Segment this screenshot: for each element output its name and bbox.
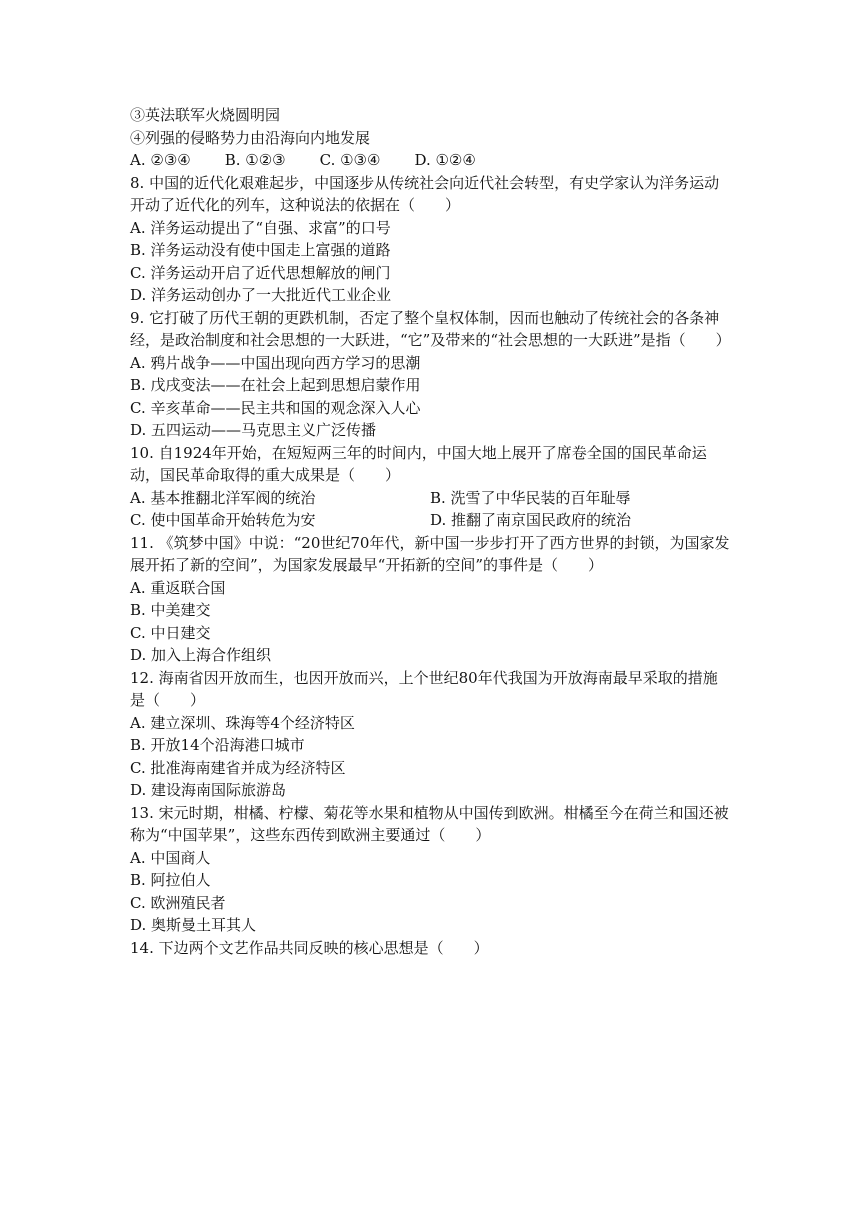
q8-option-d: D. 洋务运动创办了一大批近代工业企业 (130, 286, 392, 304)
q12-stem: 12. 海南省因开放而生，也因开放而兴，上个世纪80年代我国为开放海南最早采取的措施是（ ） (130, 668, 718, 709)
q11-option-d: D. 加入上海合作组织 (130, 646, 272, 664)
q10-options-row2 (130, 509, 732, 532)
q11-option-c: C. 中日建交 (130, 623, 211, 642)
q13-option-c: C. 欧洲殖民者 (130, 893, 226, 912)
q7-option-a: A. ②③④ (130, 151, 191, 169)
q12-option-c: C. 批准海南建省并成为经济特区 (130, 758, 346, 777)
q9-option-b: B. 戊戌变法——在社会上起到思想启蒙作用 (130, 376, 421, 394)
q13-option-b: B. 阿拉伯人 (130, 871, 211, 889)
q8-option-a: A. 洋务运动提出了“自强、求富”的口号 (130, 218, 391, 237)
statement-3: ③英法联军火烧圆明园 (130, 106, 281, 124)
q11-option-a: A. 重返联合国 (130, 578, 226, 597)
q9-option-d: D. 五四运动——马克思主义广泛传播 (130, 421, 377, 439)
q10-option-b: B. 洗雪了中华民装的百年耻辱 (430, 488, 631, 507)
q9-option-a: A. 鸦片战争——中国出现向西方学习的思潮 (130, 353, 421, 372)
q9-option-c: C. 辛亥革命——民主共和国的观念深入人心 (130, 398, 421, 417)
q13-stem: 13. 宋元时期，柑橘、柠檬、菊花等水果和植物从中国传到欧洲。柑橘至今在荷兰和国还被称为“中国苹果”，这些东西传到欧洲主要通过（ ） (130, 803, 729, 844)
q11-option-b: B. 中美建交 (130, 601, 211, 619)
q7-options (130, 149, 732, 172)
q10-option-c: C. 使中国革命开始转危为安 (130, 511, 316, 529)
q12-option-b: B. 开放14个沿海港口城市 (130, 736, 305, 754)
q10-option-a: A. 基本推翻北洋军阀的统治 (130, 488, 316, 507)
q7-option-d: D. ①②④ (414, 151, 476, 169)
statement-4: ④列强的侵略势力由沿海向内地发展 (130, 128, 371, 147)
q8-option-c: C. 洋务运动开启了近代思想解放的闸门 (130, 263, 391, 282)
q14-stem: 14. 下边两个文艺作品共同反映的核心思想是（ ） (130, 938, 489, 957)
q10-options-row1 (130, 487, 732, 510)
q8-stem: 8. 中国的近代化艰难起步，中国逐步从传统社会向近代社会转型，有史学家认为洋务运动开动了近代化的列车，这种说法的依据在（ ） (130, 173, 720, 214)
q13-option-a: A. 中国商人 (130, 848, 211, 867)
q7-option-b: B. ①②③ (224, 151, 286, 169)
q7-option-c: C. ①③④ (319, 151, 381, 169)
q11-stem: 11. 《筑梦中国》中说：“20世纪70年代，新中国一步步打开了西方世界的封锁，为国家发展开拓了新的空间”，为国家发展最早“开拓新的空间”的事件是（ ） (130, 533, 730, 574)
q12-option-a: A. 建立深圳、珠海等4个经济特区 (130, 713, 355, 732)
q13-option-d: D. 奥斯曼土耳其人 (130, 916, 257, 934)
q8-option-b: B. 洋务运动没有使中国走上富强的道路 (130, 241, 391, 259)
q10-option-d: D. 推翻了南京国民政府的统治 (430, 511, 632, 529)
q10-stem: 10. 自1924年开始，在短短两三年的时间内，中国大地上展开了席卷全国的国民革命运动，国民革命取得的重大成果是（ ） (130, 443, 707, 484)
exam-content (130, 104, 732, 959)
q12-option-d: D. 建设海南国际旅游岛 (130, 781, 287, 799)
q9-stem: 9. 它打破了历代王朝的更跌机制，否定了整个皇权体制，因而也触动了传统社会的各条神经，是政治制度和社会思想的一大跃进，“它”及带来的“社会思想的一大跃进”是指（ ） (130, 308, 731, 349)
